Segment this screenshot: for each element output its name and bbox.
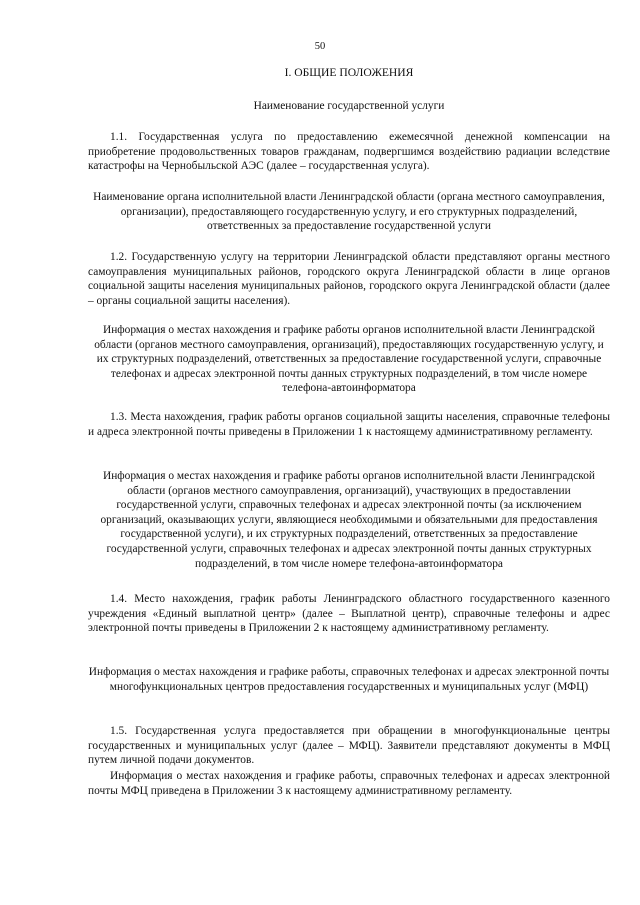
section-title: I. ОБЩИЕ ПОЛОЖЕНИЯ: [284, 66, 414, 79]
page-number: 50: [314, 41, 326, 52]
paragraph-1-5-info: Информация о местах нахождения и графике работы, справочных телефонах и адресах электронной почты МФЦ приведена в Приложении 3 к настоящему административному регламенту.: [88, 770, 610, 797]
heading-info-locations-1: Информация о местах нахождения и графике работы органов исполнительной власти Ленинградской области (органов местного самоуправления, организаций), предоставляющих государственную услугу, и их структурных подразделений, ответственных за предоставление государственной услуги, справочные телефонах и адресах электронной почты данных структурных подразделений, в том числе номере телефона-автоинформатора: [94, 324, 604, 395]
heading-authority: Наименование органа исполнительной власти Ленинградской области (органа местного самоуправления, организации), предоставляющего государственную услугу, и его структурных подразделений, ответственных за предоставление государственной услуги: [93, 191, 605, 233]
heading-service-name: Наименование государственной услуги: [253, 100, 445, 112]
paragraph-1-4: 1.4. Место нахождения, график работы Ленинградского областного государственного казенного учреждения «Единый выплатной центр» (далее – Выплатной центр), справочные телефоны и адрес электронной почты приведены в Приложении 2 к настоящему административному регламенту.: [88, 593, 610, 635]
paragraph-1-2: 1.2. Государственную услугу на территории Ленинградской области представляют органы местного самоуправления муниципальных районов, городского округа Ленинградской области в лице органов социальной защиты населения муниципальных районов, городского округа Ленинградской области (далее – органы социальной защиты населения).: [88, 251, 610, 307]
heading-info-locations-2: Информация о местах нахождения и графике работы органов исполнительной власти Ленинградской области (органов местного самоуправления, организаций), участвующих в предоставлении государственной услуги, справочных телефонах и адресах электронной почты (за исключением организаций, оказывающих услуги, являющиеся необходимыми и обязательными для предоставления государственной услуги), и их структурных подразделений, ответственных за предоставление государственной услуги, справочных телефонах и адресах электронной почты данных структурных подразделений, в том числе номере телефона-автоинформатора: [100, 470, 598, 570]
paragraph-1-5: 1.5. Государственная услуга предоставляется при обращении в многофункциональные центры государственных и муниципальных услуг (далее – МФЦ). Заявители представляют документы в МФЦ путем личной подачи документов.: [88, 725, 610, 767]
paragraph-1-3: 1.3. Места нахождения, график работы органов социальной защиты населения, справочные телефоны и адреса электронной почты приведены в Приложении 1 к настоящему административному регламенту.: [88, 411, 610, 438]
paragraph-1-1: 1.1. Государственная услуга по предоставлению ежемесячной денежной компенсации на приобретение продовольственных товаров гражданам, подвергшимся воздействию радиации вследствие катастрофы на Чернобыльской АЭС (далее – государственная услуга).: [88, 131, 610, 173]
heading-mfc: Информация о местах нахождения и графике работы, справочных телефонах и адресах электронной почты многофункциональных центров предоставления государственных и муниципальных услуг (МФЦ): [88, 666, 610, 693]
